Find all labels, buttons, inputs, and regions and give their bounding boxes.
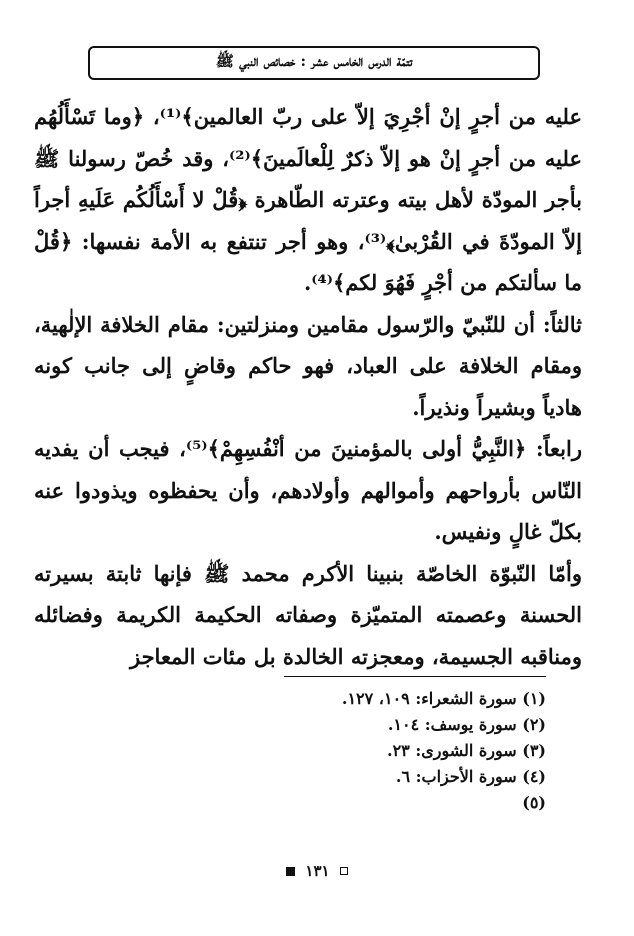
page-footer <box>0 862 634 880</box>
running-header <box>88 46 540 80</box>
page-number: ١٣١ <box>305 862 330 880</box>
hollow-square-icon <box>340 867 348 875</box>
main-text <box>34 96 582 677</box>
running-header-text: تتمّة الدرس الخامس عشر : خصائص النبي ﷺ <box>215 52 413 70</box>
footnote: (٥) <box>522 793 546 812</box>
paragraph: عليه من أجرٍ إنْ أجْرِيَ إلاّ على ربّ العالمين﴾⁽¹⁾، ﴿وما تَسْأَلُهُم عليه من أجرٍ إنْ هو إلاّ ذكرٌ لِلْعالَمينَ﴾⁽²⁾، وقد خُصّ رسولنا ﷺ بأجر المودّة لأهل بيته وعترته الطّاهرة ﴿قُلْ لا أَسْأَلُكُم عَلَيهِ أجراً إلاّ المودّةَ في القُرْبىٰ﴾⁽³⁾، وهو أجر تنتفع به الأمة نفسها: ﴿قُلْ ما سألتكم من أجْرٍ فَهُوَ لكم﴾⁽⁴⁾. <box>34 104 583 295</box>
footnote-divider <box>284 676 546 677</box>
paragraph: ثالثاً: أن للنّبيّ والرّسول مقامين ومنزلتين: مقام الخلافة الإلٰهية، ومقام الخلافة على العباد، فهو حاكم وقاضٍ إلى جانب كونه هادياً وبشيراً ونذيراً. <box>34 311 582 420</box>
footnotes <box>300 686 546 816</box>
footnote: (٢) سورة يوسف: ١٠٤. <box>387 715 546 734</box>
paragraph: وأمّا النّبوّة الخاصّة بنبينا الأكرم محمد ﷺ فإنها ثابتة بسيرته الحسنة وعصمته المتميّزة وصفاته الحكيمة الكريمة وفضائله ومناقبه الجسيمة، ومعجزته الخالدة بل مئات المعاجز <box>34 560 582 669</box>
paragraph: رابعاً: ﴿النَّبِيُّ أولى بالمؤمنينَ من أنْفُسِهِمْ﴾⁽⁵⁾، فيجب أن يفديه النّاس بأرواحهم وأموالهم وأولادهم، وأن يحفظوه ويذودوا عنه بكلّ غالٍ ونفيس. <box>34 436 582 544</box>
footnote: (١) سورة الشعراء: ١٠٩، ١٢٧. <box>341 689 546 708</box>
footnote: (٤) سورة الأحزاب: ٦. <box>395 767 546 786</box>
filled-square-icon <box>286 867 295 876</box>
footnote: (٣) سورة الشورى: ٢٣. <box>386 741 546 760</box>
